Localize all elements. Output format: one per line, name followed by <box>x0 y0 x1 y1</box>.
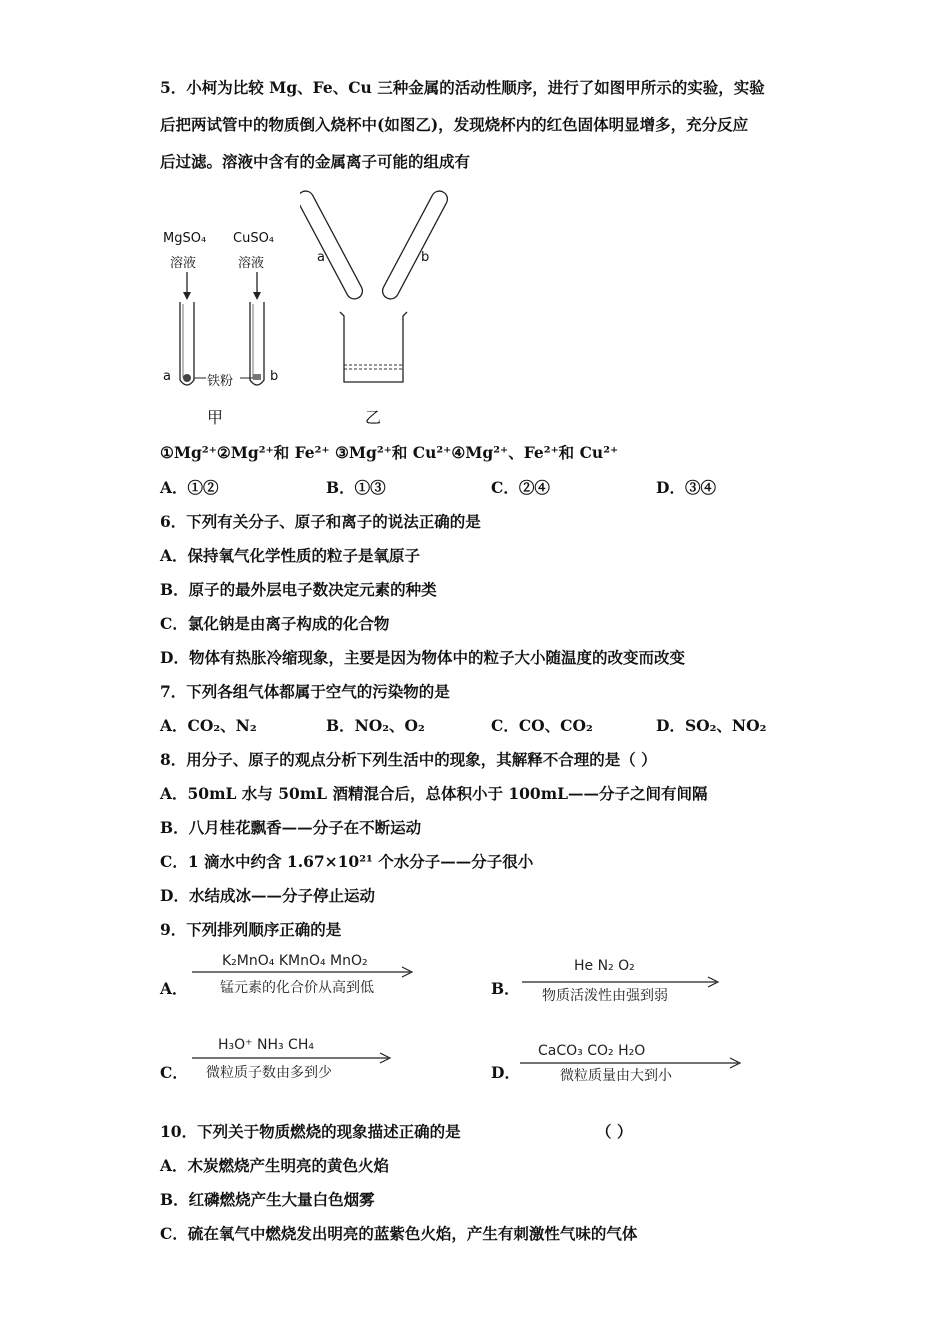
q9-c-criterion: 微粒质子数由多到少 <box>206 1065 332 1081</box>
tube-b-label: b <box>270 369 279 384</box>
q5-stem-line1: 5．小柯为比较 Mg、Fe、Cu 三种金属的活动性顺序，进行了如图甲所示的实验，实验 <box>160 78 765 97</box>
q9-d-criterion: 微粒质量由大到小 <box>560 1068 672 1084</box>
q10-stem: 10．下列关于物质燃烧的现象描述正确的是 <box>160 1122 461 1141</box>
q9-option-c-letter[interactable]: C． <box>160 1063 188 1082</box>
iron-powder-label: 铁粉 <box>207 374 234 389</box>
q9-option-b-sequence <box>522 958 722 1003</box>
q7-option-d[interactable]: D．SO₂、NO₂ <box>656 716 767 735</box>
q9-c-species: H₃O⁺ NH₃ CH₄ <box>218 1037 314 1053</box>
left-reagent-solution: 溶液 <box>170 256 197 271</box>
q9-stem: 9．下列排列顺序正确的是 <box>160 920 342 939</box>
q8-stem: 8．用分子、原子的观点分析下列生活中的现象，其解释不合理的是（ ） <box>160 750 657 769</box>
q5-option-a[interactable]: A．①② <box>160 478 219 497</box>
q9-option-c-sequence <box>192 1037 397 1082</box>
q9-d-species: CaCO₃ CO₂ H₂O <box>538 1043 646 1059</box>
q8-option-d[interactable]: D．水结成冰——分子停止运动 <box>160 886 375 905</box>
q10-answer-paren: （ ） <box>596 1122 633 1141</box>
q6-stem: 6．下列有关分子、原子和离子的说法正确的是 <box>160 512 481 531</box>
q9-option-d-sequence <box>520 1043 745 1088</box>
q10-option-b[interactable]: B．红磷燃烧产生大量白色烟雾 <box>160 1190 375 1209</box>
q9-a-criterion: 锰元素的化合价从高到低 <box>220 980 374 996</box>
right-reagent-solution: 溶液 <box>238 256 265 271</box>
q9-a-species: K₂MnO₄ KMnO₄ MnO₂ <box>222 953 368 969</box>
q8-option-c[interactable]: C．1 滴水中约含 1.67×10²¹ 个水分子——分子很小 <box>160 852 534 871</box>
q5-ion-list: ①Mg²⁺②Mg²⁺和 Fe²⁺ ③Mg²⁺和 Cu²⁺④Mg²⁺、Fe²⁺和 Cu²⁺ <box>160 443 619 462</box>
left-reagent-formula: MgSO₄ <box>163 231 207 246</box>
q9-b-criterion: 物质活泼性由强到弱 <box>542 988 668 1004</box>
tube-a-label: a <box>163 369 171 384</box>
q9-option-b-letter[interactable]: B． <box>491 979 520 998</box>
q8-option-a[interactable]: A．50mL 水与 50mL 酒精混合后，总体积小于 100mL——分子之间有间隔 <box>160 784 708 803</box>
q8-option-b[interactable]: B．八月桂花飘香——分子在不断运动 <box>160 818 422 837</box>
q5-option-d[interactable]: D．③④ <box>656 478 716 497</box>
caption-yi: 乙 <box>365 408 382 427</box>
q9-option-d-letter[interactable]: D． <box>491 1063 520 1082</box>
q7-option-a[interactable]: A．CO₂、N₂ <box>160 716 257 735</box>
q10-option-a[interactable]: A．木炭燃烧产生明亮的黄色火焰 <box>160 1156 390 1175</box>
q5-stem-line2: 后把两试管中的物质倒入烧杯中(如图乙)，发现烧杯内的红色固体明显增多，充分反应 <box>160 115 749 134</box>
q6-option-c[interactable]: C．氯化钠是由离子构成的化合物 <box>160 614 390 633</box>
q5-option-b[interactable]: B．①③ <box>326 478 386 497</box>
q9-option-a-sequence <box>192 953 422 998</box>
q9-option-a-letter[interactable]: A． <box>160 979 188 998</box>
q5-option-c[interactable]: C．②④ <box>491 478 550 497</box>
q7-option-c[interactable]: C．CO、CO₂ <box>491 716 593 735</box>
caption-jia: 甲 <box>207 408 224 427</box>
q7-stem: 7．下列各组气体都属于空气的污染物的是 <box>160 682 450 701</box>
q6-option-b[interactable]: B．原子的最外层电子数决定元素的种类 <box>160 580 437 599</box>
q10-option-c[interactable]: C．硫在氧气中燃烧发出明亮的蓝紫色火焰，产生有刺激性气味的气体 <box>160 1224 638 1243</box>
tilted-tube-b-label: b <box>421 250 430 265</box>
q5-stem-line3: 后过滤。溶液中含有的金属离子可能的组成有 <box>160 152 471 171</box>
q7-option-b[interactable]: B．NO₂、O₂ <box>326 716 425 735</box>
beaker-diagram <box>300 185 450 400</box>
right-reagent-formula: CuSO₄ <box>233 231 275 246</box>
q9-b-species: He N₂ O₂ <box>574 958 635 974</box>
q6-option-a[interactable]: A．保持氧气化学性质的粒子是氧原子 <box>160 546 421 565</box>
tilted-tube-a-label: a <box>317 250 325 265</box>
q6-option-d[interactable]: D．物体有热胀冷缩现象，主要是因为物体中的粒子大小随温度的改变而改变 <box>160 648 685 667</box>
